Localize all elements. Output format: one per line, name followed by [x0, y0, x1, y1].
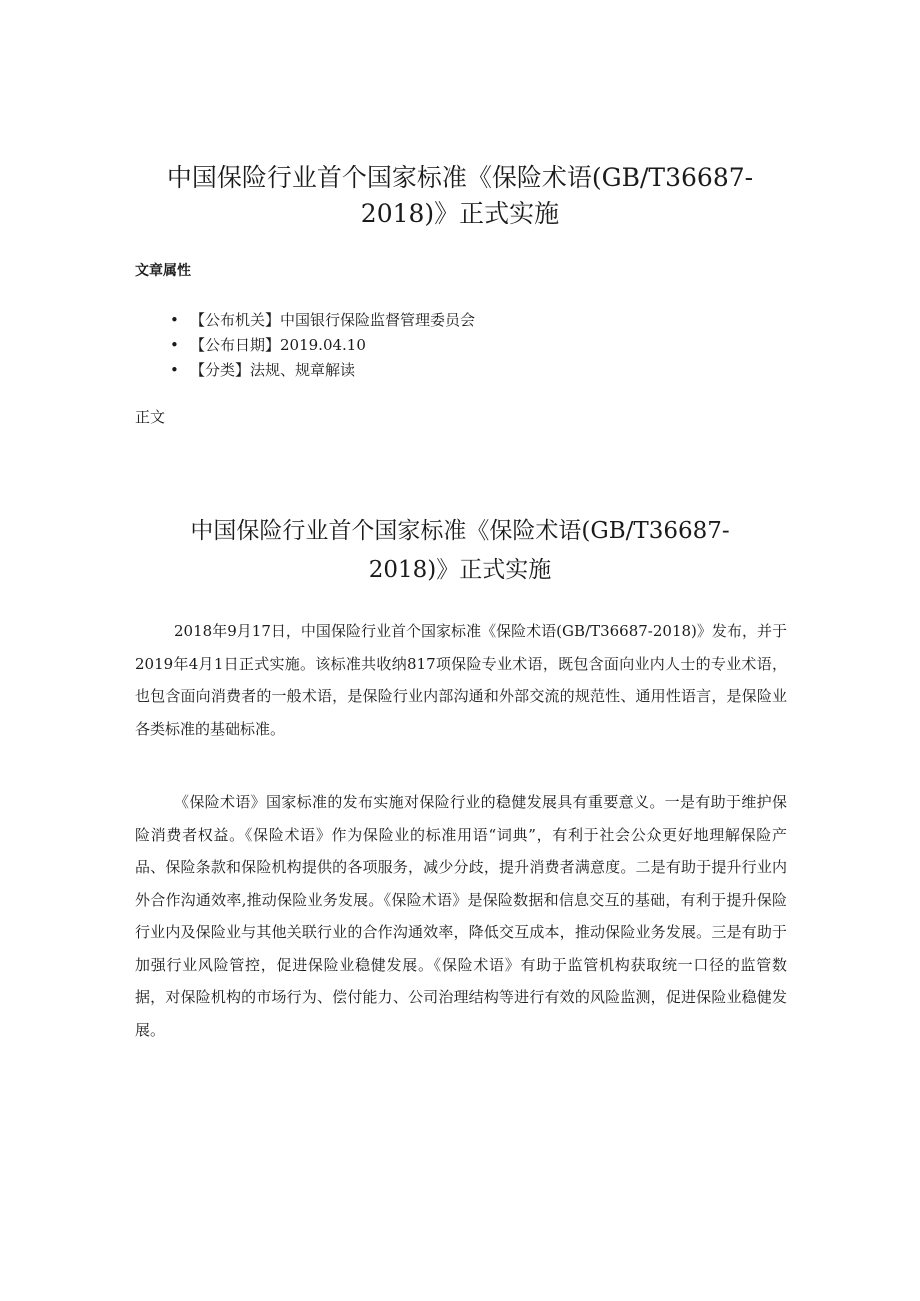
attribute-item-date: [170, 333, 475, 358]
attributes-heading: 文章属性: [135, 263, 191, 279]
attribute-item-publisher: [170, 308, 475, 333]
attributes-list: [170, 308, 475, 383]
attribute-item-category: [170, 358, 475, 383]
body-label: 正文: [135, 408, 166, 426]
document-title-line-1: 中国保险行业首个国家标准《保险术语(GB/T36687-: [166, 163, 754, 192]
bullet-icon: •: [170, 311, 179, 329]
document-title-line-2: 2018)》正式实施: [360, 199, 560, 228]
paragraph-2: 《保险术语》国家标准的发布实施对保险行业的稳健发展具有重要意义。一是有助于维护保险消费者权益。《保险术语》作为保险业的标准用语“词典”，有利于社会公众更好地理解保险产品、保险条款和保险机构提供的各项服务，减少分歧，提升消费者满意度。二是有助于提升行业内外合作沟通效率,推动保险业务发展。《保险术语》是保险数据和信息交互的基础，有利于提升保险行业内及保险业与其他关联行业的合作沟通效率，降低交互成本，推动保险业务发展。三是有助于加强行业风险管控，促进保险业稳健发展。《保险术语》有助于监管机构获取统一口径的监管数据，对保险机构的市场行为、偿付能力、公司治理结构等进行有效的风险监测，促进保险业稳健发展。: [135, 793, 787, 1039]
article-title: [150, 512, 770, 590]
attribute-text: 【公布机关】中国银行保险监督管理委员会: [190, 311, 476, 329]
bullet-icon: •: [170, 361, 179, 379]
article-title-line-1: 中国保险行业首个国家标准《保险术语(GB/T36687-: [190, 518, 730, 544]
bullet-icon: •: [170, 336, 179, 354]
article-title-line-2: 2018)》正式实施: [368, 557, 552, 583]
paragraph-1: 2018年9月17日，中国保险行业首个国家标准《保险术语(GB/T36687-2018)》发布，并于2019年4月1日正式实施。该标准共收纳817项保险专业术语，既包含面向业内人士的专业术语，也包含面向消费者的一般术语，是保险行业内部沟通和外部交流的规范性、通用性语言，是保险业各类标准的基础标准。: [135, 622, 787, 738]
attribute-text: 【分类】法规、规章解读: [190, 361, 356, 379]
attribute-text: 【公布日期】2019.04.10: [190, 336, 366, 354]
document-title: [140, 160, 780, 232]
